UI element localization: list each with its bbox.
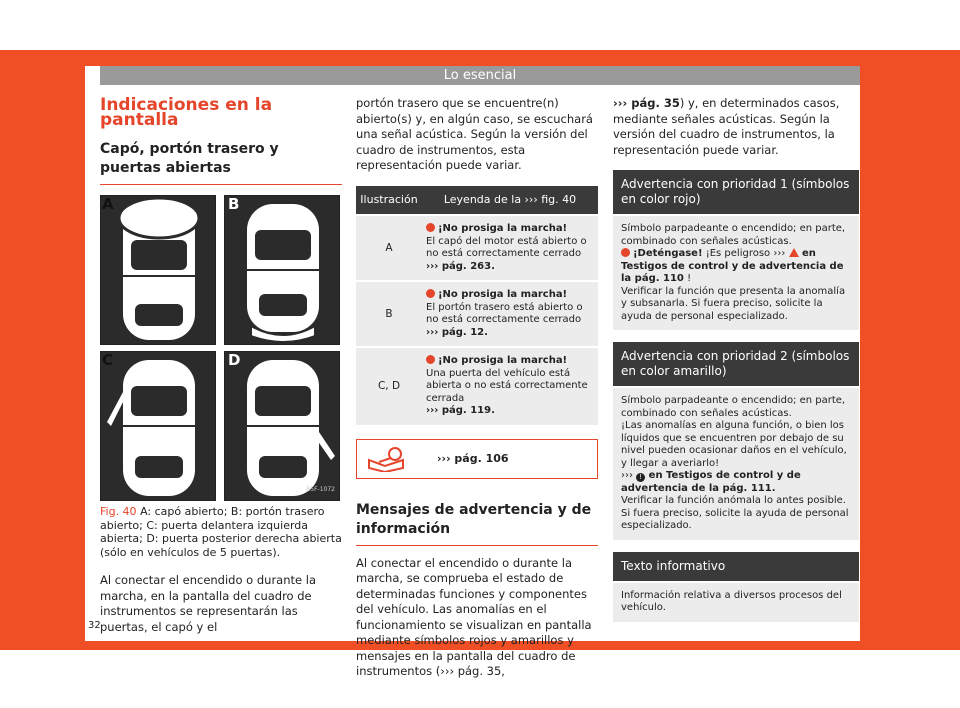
- stop-warning-icon: [426, 223, 435, 232]
- info-exclamation-icon: !: [636, 473, 645, 482]
- figure-caption-text: A: capó abierto; B: portón trasero abierto; C: puerta delantera izquierda abierta; D: puerta posterior derecha abierta (sólo en vehículos de 5 puertas).: [100, 505, 342, 559]
- header-bar: [100, 66, 860, 85]
- priority-1-line1: Símbolo parpadeante o encendido; en parte, combinado con señales acústicas.: [621, 223, 846, 247]
- legend-key: B: [356, 281, 422, 347]
- priority-2-box: [613, 342, 859, 540]
- fig-letter-d: D: [228, 351, 241, 369]
- priority-1-ref[interactable]: en Testigos de control y de advertencia de la pág. 110: [621, 248, 844, 284]
- fig-cell-a: [100, 195, 216, 345]
- priority-1-box: [613, 170, 859, 330]
- book-pointer-icon: [365, 446, 409, 472]
- figure-caption-label: Fig. 40: [100, 505, 137, 518]
- section-body: Al conectar el encendido o durante la marcha, se comprueba el estado de determinadas funciones y componentes del vehículo. Las anomalías en el funcionamiento se visualizan en pantalla mediante símbolos rojos y amarillos y mensajes en la pantalla del cuadro de instrumentos (››› pág. 35,: [356, 555, 592, 678]
- column-3: [613, 96, 859, 622]
- fig-letter-a: A: [102, 195, 114, 213]
- priority-2-line1: Símbolo parpadeante o encendido; en parte, combinado con señales acústicas.: [621, 395, 846, 419]
- col1-body-text: Al conectar el encendido o durante la marcha, en la pantalla del cuadro de instrumentos se representarán las puertas, el capó y el: [100, 573, 316, 634]
- note-box: [356, 439, 598, 479]
- note-icon: [357, 446, 417, 472]
- legend-header-key: Ilustración: [356, 186, 422, 216]
- col2-intro-text: portón trasero que se encuentre(n) abierto(s) y, en algún caso, se escuchará una señal acústica. Según la versión del cuadro de instrumentos, esta representación puede variar.: [356, 96, 593, 172]
- priority-1-body: [613, 216, 859, 330]
- car-front-left-door-open-icon: [101, 352, 217, 502]
- legend-cell-title: ¡No prosiga la marcha!: [438, 289, 568, 300]
- table-row: [356, 281, 598, 347]
- priority-1-stop: ¡Deténgase!: [633, 248, 703, 259]
- fig-cell-b: [224, 195, 340, 345]
- legend-table: [356, 186, 598, 425]
- legend-cell-text: El portón trasero está abierto o no está correctamente cerrado: [426, 301, 583, 325]
- figure-id: B5F-1072: [306, 486, 335, 493]
- priority-2-arrows: ›››: [621, 470, 633, 481]
- table-row: [356, 215, 598, 281]
- legend-key: C, D: [356, 347, 422, 425]
- sub-title: Capó, portón trasero y puertas abiertas: [100, 140, 342, 185]
- priority-1-title: Advertencia con prioridad 1 (símbolos en color rojo): [613, 170, 859, 214]
- legend-cell-title: ¡No prosiga la marcha!: [438, 223, 568, 234]
- fig-letter-b: B: [228, 195, 240, 213]
- column-1: [100, 96, 342, 635]
- legend-key: A: [356, 215, 422, 281]
- info-text-body: Información relativa a diversos procesos del vehículo.: [613, 583, 859, 622]
- legend-cell-ref[interactable]: ››› pág. 263.: [426, 260, 495, 272]
- warning-triangle-icon: [789, 248, 799, 257]
- legend-cell: [422, 215, 598, 281]
- col3-intro: [613, 96, 859, 158]
- col3-intro-text: ) y, en determinados casos, mediante señales acústicas. Según la versión del cuadro de instrumentos, la representación puede variar.: [613, 96, 840, 157]
- priority-2-title: Advertencia con prioridad 2 (símbolos en color amarillo): [613, 342, 859, 386]
- priority-1-end: !: [683, 273, 692, 284]
- legend-header-legend: Leyenda de la ››› fig. 40: [422, 186, 598, 216]
- col3-intro-ref[interactable]: ››› pág. 35: [613, 96, 680, 110]
- car-rear-right-door-open-icon: [225, 352, 341, 502]
- fig-cell-c: [100, 351, 216, 501]
- legend-cell-text: Una puerta del vehículo está abierta o no está correctamente cerrada: [426, 367, 588, 404]
- priority-2-line2: ¡Las anomalías en alguna función, o bien los líquidos que se encuentren por debajo de su nivel pueden ocasionar daños en el vehículo, y llegar a averiarlo!: [621, 420, 847, 469]
- stop-warning-icon: [621, 248, 630, 257]
- priority-2-line3: Verificar la función anómala lo antes posible. Si fuera preciso, solicite la ayuda de personal especializado.: [621, 495, 849, 531]
- page-number: 32: [88, 620, 101, 631]
- info-text-box: [613, 552, 859, 622]
- priority-1-line2: Verificar la función que presenta la anomalía y subsanarla. Si fuera preciso, solicite la ayuda de personal especializado.: [621, 285, 846, 322]
- info-text-title: Texto informativo: [613, 552, 859, 581]
- legend-cell-ref[interactable]: ››› pág. 12.: [426, 326, 488, 338]
- car-tailgate-open-icon: [225, 196, 341, 346]
- priority-2-ref[interactable]: en Testigos de control y de advertencia de la pág. 111.: [621, 470, 801, 494]
- section-title: Mensajes de advertencia y de información: [356, 501, 598, 546]
- fig-cell-d: [224, 351, 340, 501]
- note-ref[interactable]: ››› pág. 106: [437, 452, 509, 465]
- legend-cell-title: ¡No prosiga la marcha!: [438, 355, 568, 366]
- priority-1-danger: ¡Es peligroso ›››: [702, 248, 786, 259]
- main-title: Indicaciones en la pantalla: [100, 95, 273, 130]
- legend-cell: [422, 281, 598, 347]
- figure-40: [100, 195, 342, 501]
- column-2: [356, 96, 598, 680]
- car-hood-open-icon: [101, 196, 217, 346]
- legend-cell: [422, 347, 598, 425]
- priority-2-body: [613, 388, 859, 540]
- table-row: [356, 347, 598, 425]
- fig-letter-c: C: [102, 351, 114, 369]
- stop-warning-icon: [426, 355, 435, 364]
- stop-warning-icon: [426, 289, 435, 298]
- header-title: Lo esencial: [443, 68, 517, 83]
- figure-caption: [100, 505, 342, 559]
- legend-cell-ref[interactable]: ››› pág. 119.: [426, 405, 495, 416]
- legend-cell-text: El capó del motor está abierto o no está correctamente cerrado: [426, 235, 587, 259]
